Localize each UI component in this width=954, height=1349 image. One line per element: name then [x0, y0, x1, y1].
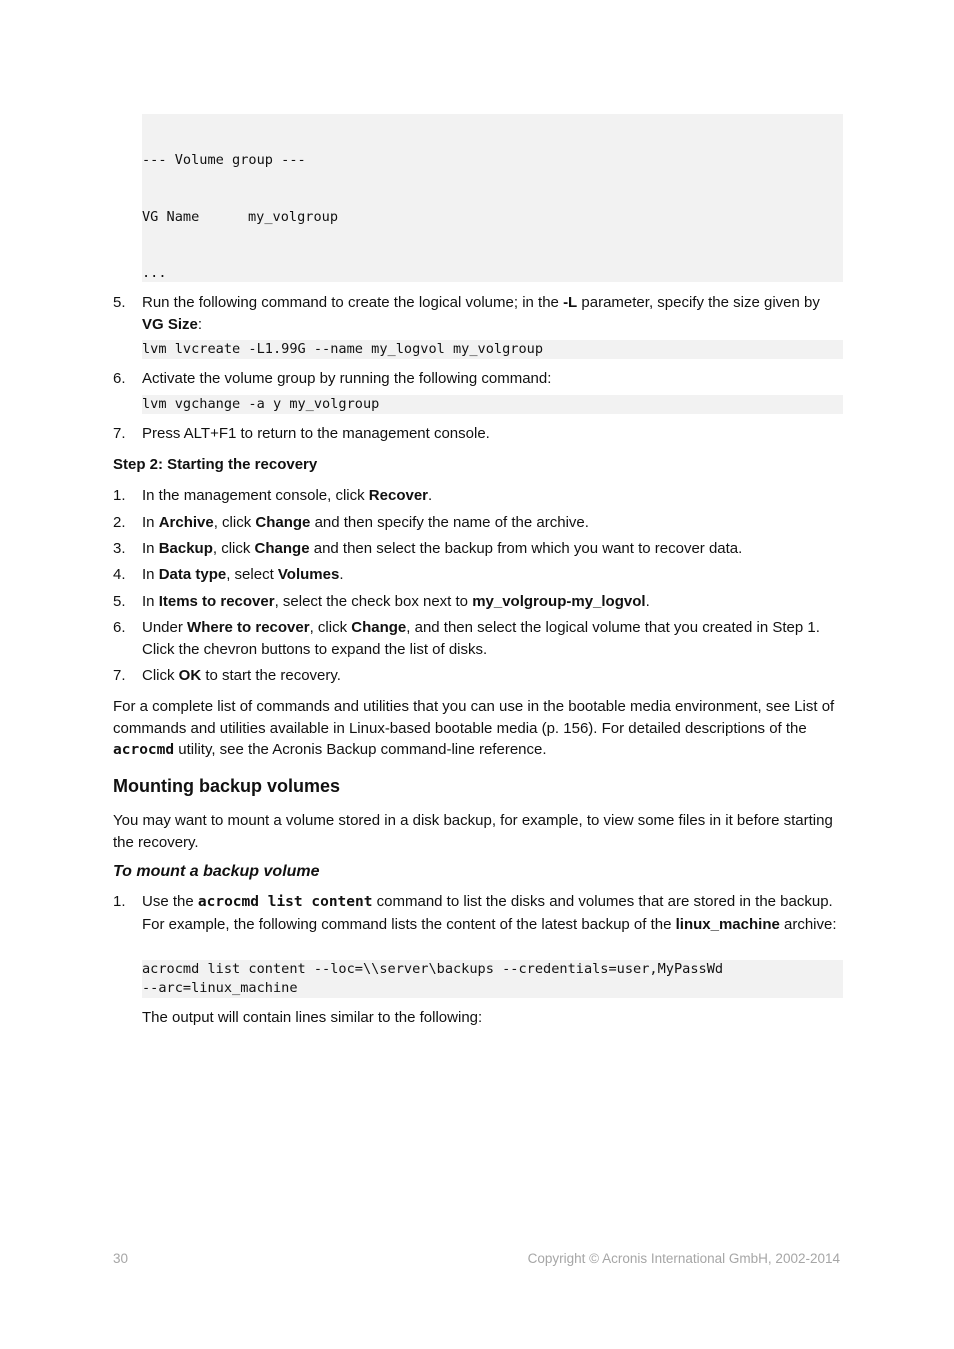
text-run: , and then select the logical volume that you created in Step 1. Click the chevron buttons to expand the list of disks. — [142, 619, 820, 658]
text-run: In — [142, 540, 159, 557]
volume-group-code-block — [142, 114, 843, 282]
text-run: , select — [226, 566, 278, 583]
bold-run: linux_machine — [675, 915, 780, 933]
commands-paragraph — [113, 696, 848, 762]
vg-key: ... — [142, 264, 167, 281]
text-run: Click — [142, 667, 179, 684]
text-run: , click — [213, 514, 256, 531]
bold-run: Data type — [158, 566, 227, 583]
procedure-title: To mount a backup volume — [113, 863, 320, 880]
bold-run: Backup — [158, 540, 213, 557]
text-run: Use the — [142, 893, 198, 910]
bold-run: Items to recover — [158, 593, 275, 610]
lvcreate-code-block: lvm lvcreate -L1.99G --name my_logvol my_volgroup — [142, 340, 843, 359]
text-run: and then select the backup from which you want to recover data. — [309, 540, 743, 557]
inline-code: acrocmd — [113, 742, 175, 758]
bold-run: Volumes — [277, 566, 340, 583]
list-number: 7. — [113, 667, 126, 684]
text-run: to start the recovery. — [201, 667, 341, 684]
bold-run: OK — [178, 667, 202, 684]
bold-run: Recover — [368, 487, 428, 504]
text-run: , click — [309, 619, 352, 636]
bold-run: my_volgroup-my_logvol — [472, 593, 646, 610]
text-run: and then specify the name of the archive. — [310, 514, 589, 531]
text-run: command to list the disks and volumes that are stored in the backup. For example, the following command lists the content of the latest backup of the — [142, 893, 833, 933]
bold-run: Change — [351, 619, 407, 636]
text-run: . — [339, 566, 344, 583]
text-run: , select the check box next to — [274, 593, 473, 610]
code-line — [142, 208, 843, 227]
vg-value: my_volgroup — [248, 208, 339, 225]
code-line — [142, 264, 843, 282]
bold-run: Where to recover — [187, 619, 310, 636]
list-item-text — [142, 665, 842, 687]
list-number: 7. — [113, 425, 126, 442]
list-item-text — [142, 617, 842, 660]
text-run: , click — [212, 540, 255, 557]
list-number: 6. — [113, 619, 126, 636]
list-item-text: Press ALT+F1 to return to the management console. — [142, 425, 490, 442]
list-item-text — [142, 538, 842, 560]
list-number: 4. — [113, 566, 126, 583]
list-item-text — [142, 512, 842, 534]
text-run: Under — [142, 619, 188, 636]
list-item-text — [142, 485, 842, 507]
text-run: In — [142, 514, 159, 531]
copyright-notice: Copyright © Acronis International GmbH, 2002-2014 — [527, 1251, 840, 1266]
list-number: 5. — [113, 294, 126, 311]
list-number: 1. — [113, 487, 126, 504]
text-run: . — [428, 487, 433, 504]
output-intro: The output will contain lines similar to the following: — [142, 1009, 483, 1026]
bold-run: Change — [254, 540, 310, 557]
text-run: archive: — [779, 915, 837, 933]
text-run: : — [197, 315, 203, 333]
list-number: 6. — [113, 370, 126, 387]
list-item-text — [142, 292, 842, 335]
list-number: 5. — [113, 593, 126, 610]
section-title: Mounting backup volumes — [113, 776, 341, 796]
list-number: 3. — [113, 540, 126, 557]
text-run: parameter, specify the size given by — [577, 294, 820, 311]
step2-heading: Step 2: Starting the recovery — [113, 456, 318, 473]
inline-code: acrocmd list content — [197, 894, 373, 910]
section-intro: You may want to mount a volume stored in a disk backup, for example, to view some files in it before starting the recovery. — [113, 812, 833, 851]
bold-run: Archive — [158, 514, 214, 531]
text-run: Run the following command to create the logical volume; in the — [142, 294, 564, 311]
vgchange-code-block: lvm vgchange -a y my_volgroup — [142, 395, 843, 414]
list-item-text — [142, 591, 842, 613]
list-item-text — [142, 891, 842, 935]
code-line: --- Volume group --- — [142, 152, 306, 169]
list-number: 1. — [113, 893, 126, 910]
list-item-text — [142, 564, 842, 586]
text-run: In — [142, 593, 159, 610]
bold-run: -L — [563, 294, 578, 311]
list-number: 2. — [113, 514, 126, 531]
code-line: acrocmd list content --loc=\\server\backups --credentials=user,MyPassWd — [142, 961, 724, 977]
text-run: For a complete list of commands and utilities that you can use in the bootable media environment, see List of commands and utilities available in Linux-based bootable media (p. 156). For detailed descriptions of the — [113, 698, 835, 737]
page-number: 30 — [113, 1251, 129, 1266]
code-line: --arc=linux_machine — [142, 979, 298, 996]
text-run: In — [142, 566, 159, 583]
text-run: utility, see the Acronis Backup command-line reference. — [174, 741, 547, 758]
list-item-text: Activate the volume group by running the following command: — [142, 370, 552, 387]
list-content-code-block — [142, 960, 843, 998]
bold-run: VG Size — [142, 315, 198, 333]
text-run: In the management console, click — [142, 487, 369, 504]
vg-key: VG Name — [142, 208, 200, 225]
text-run: . — [645, 593, 650, 610]
bold-run: Change — [255, 514, 311, 531]
